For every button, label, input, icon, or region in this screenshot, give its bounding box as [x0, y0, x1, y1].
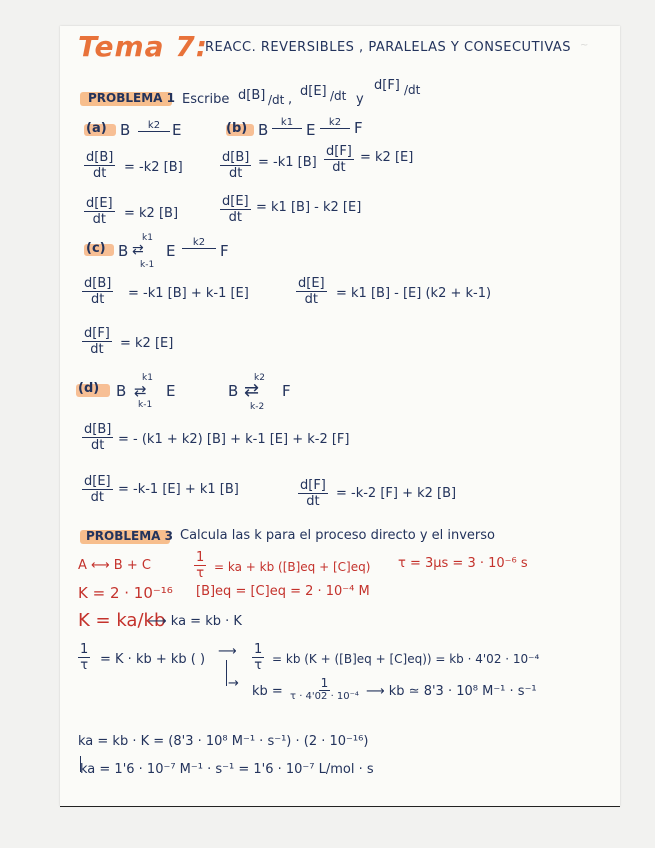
part-c-eq1-num: d[B] [84, 276, 112, 291]
part-c-kb: k-1 [140, 260, 155, 270]
part-b-k2: k2 [328, 117, 342, 128]
part-d-kf1: k1 [142, 373, 153, 383]
part-d-equilibrium-arrow1: ⇄ [134, 382, 147, 400]
problem1-dt1: /dt [268, 93, 285, 107]
problem3-tau-frac [194, 550, 206, 581]
problem1-label: PROBLEMA 1 [88, 91, 175, 105]
part-a-eq2-frac [84, 196, 115, 227]
part-b-k1: k1 [280, 117, 294, 128]
part-c-eq2-rhs: = k1 [B] - [E] (k2 + k-1) [336, 286, 492, 301]
part-d-eq3-den: dt [306, 494, 320, 509]
bleed-through-mark: ~ [580, 40, 589, 51]
problem3-K-def: K = ka/kb [78, 610, 166, 631]
problem3-K-value: K = 2 · 10⁻¹⁶ [78, 584, 173, 602]
part-d-eq1-num: d[B] [84, 422, 112, 437]
part-c-eq1-den: dt [90, 292, 105, 307]
problem3-step2-frac [252, 642, 264, 673]
problem3-step2-num: 1 [254, 642, 263, 657]
part-a-product: E [172, 121, 182, 139]
part-a-eq2-num: d[E] [86, 196, 113, 211]
problem1-dt2: /dt [330, 89, 347, 103]
problem1-y: y [356, 92, 364, 107]
part-d-equilibrium-arrow2: ⇄ [244, 380, 258, 401]
part-b-eq2-den: dt [332, 160, 346, 175]
part-a-k: k2 [147, 120, 161, 131]
part-d-r1: B [116, 382, 127, 400]
part-b-eq1-num: d[B] [222, 150, 250, 165]
part-b-eq2-num: d[F] [326, 144, 352, 159]
problem3-step1-rhs: = K · kb + kb ( ) [100, 652, 206, 667]
part-d-eq3-num: d[F] [300, 478, 326, 493]
part-d-kb2: k-2 [250, 402, 265, 412]
page-bottom-edge [60, 806, 620, 807]
part-d-eq3-frac [298, 478, 328, 509]
part-c-eq2-den: dt [304, 292, 318, 307]
part-b-r1: B [258, 121, 269, 139]
problem3-branch-arrow: → [228, 676, 239, 691]
part-c-kf: k1 [142, 233, 153, 243]
part-c-eq2-num: d[E] [298, 276, 325, 291]
part-d-kf2: k2 [254, 373, 265, 383]
part-b-eq3-num: d[E] [222, 194, 249, 209]
part-c-eq3-frac [82, 326, 112, 357]
part-a-label: (a) [86, 121, 107, 136]
problem1-intro: Escribe [182, 92, 230, 107]
part-d-eq2-frac [82, 474, 113, 505]
problem3-step1-den: τ [80, 658, 89, 673]
part-c-eq3-num: d[F] [84, 326, 110, 341]
problem3-step2-den: τ [254, 658, 263, 673]
part-a-eq1-num: d[B] [86, 150, 114, 165]
part-c-arrow2 [182, 237, 216, 249]
part-b-eq1-den: dt [228, 166, 243, 181]
part-a-eq1-rhs: = -k2 [B] [124, 160, 183, 175]
part-b-eq3-frac [220, 194, 251, 225]
part-a-reaction: B [120, 121, 131, 139]
problem3-kb-result: ⟶ kb ≃ 8'3 · 10⁸ M⁻¹ · s⁻¹ [366, 684, 537, 699]
part-b-arrow2 [320, 117, 350, 129]
part-c-eq2-frac [296, 276, 327, 307]
problem3-intro: Calcula las k para el proceso directo y el inverso [180, 528, 496, 543]
problem3-tau-rhs: = ka + kb ([B]eq + [C]eq) [214, 560, 371, 574]
problem1-dt3: /dt [404, 83, 421, 97]
part-d-eq2-num: d[E] [84, 474, 111, 489]
part-d-eq1-rhs: = - (k1 + k2) [B] + k-1 [E] + k-2 [F] [118, 432, 350, 447]
part-b-eq2-rhs: = k2 [E] [360, 150, 414, 165]
part-c-k2: k2 [192, 237, 206, 248]
part-d-r3: B [228, 382, 239, 400]
problem3-step3-frac [288, 676, 361, 702]
problem3-step1-frac [78, 642, 90, 673]
part-c-label: (c) [86, 241, 106, 256]
part-c-eq1-rhs: = -k1 [B] + k-1 [E] [128, 286, 249, 301]
problem3-branch-line [226, 660, 227, 686]
part-c-eq3-den: dt [90, 342, 104, 357]
part-c-r3: F [220, 242, 229, 260]
part-a-arrow [138, 120, 170, 132]
problem3-tau-den: τ [196, 566, 205, 581]
problem3-ka-line: ka = kb · K = (8'3 · 10⁸ M⁻¹ · s⁻¹) · (2 · 10⁻¹⁶) [78, 734, 369, 749]
part-b-eq3-den: dt [228, 210, 242, 225]
problem3-ka-result: ka = 1'6 · 10⁻⁷ M⁻¹ · s⁻¹ = 1'6 · 10⁻⁷ L/mol · s [80, 762, 374, 777]
part-d-label: (d) [78, 381, 100, 396]
part-b-eq1-rhs: = -k1 [B] [258, 155, 317, 170]
part-c-eq3-rhs: = k2 [E] [120, 336, 174, 351]
part-b-eq3-rhs: = k1 [B] - k2 [E] [256, 200, 362, 215]
problem3-label: PROBLEMA 3 [86, 529, 173, 543]
part-d-r4: F [282, 382, 291, 400]
part-b-arrow1 [272, 117, 302, 129]
part-d-eq2-den: dt [90, 490, 104, 505]
problem1-comma: , [288, 92, 293, 107]
problem3-step-arrow-right: ⟶ [218, 644, 237, 659]
problem3-step2-rhs: = kb (K + ([B]eq + [C]eq)) = kb · 4'02 · 10⁻⁴ [272, 652, 540, 666]
part-b-label: (b) [226, 121, 248, 136]
part-d-eq2-rhs: = -k-1 [E] + k1 [B] [118, 482, 239, 497]
part-b-r3: F [354, 119, 363, 137]
problem3-concentration: [B]eq = [C]eq = 2 · 10⁻⁴ M [196, 584, 370, 599]
problem3-reaction: A ⟷ B + C [78, 558, 151, 573]
part-a-eq2-den: dt [92, 212, 106, 227]
part-d-kb1: k-1 [138, 400, 153, 410]
problem3-tau-value: τ = 3μs = 3 · 10⁻⁶ s [398, 556, 528, 571]
part-a-eq2-rhs: = k2 [B] [124, 206, 179, 221]
problem3-step1-num: 1 [80, 642, 89, 657]
part-a-eq1-frac [84, 150, 115, 181]
part-c-eq1-frac [82, 276, 113, 307]
problem1-dB: d[B] [238, 88, 266, 103]
part-d-r2: E [166, 382, 176, 400]
part-d-eq3-rhs: = -k-2 [F] + k2 [B] [336, 486, 457, 501]
part-d-eq1-frac [82, 422, 113, 453]
part-c-r1: B [118, 242, 129, 260]
problem3-step3-num: 1 [320, 676, 329, 690]
part-b-eq1-frac [220, 150, 251, 181]
part-c-r2: E [166, 242, 176, 260]
problem1-dE: d[E] [300, 84, 327, 99]
part-b-r2: E [306, 121, 316, 139]
part-d-eq1-den: dt [90, 438, 105, 453]
problem3-tau-num: 1 [196, 550, 205, 565]
part-a-eq1-den: dt [92, 166, 107, 181]
problem3-step3-lhs: kb = [252, 684, 283, 699]
page-title: Tema 7: [78, 30, 208, 63]
part-b-eq2-frac [324, 144, 354, 175]
part-c-equilibrium-arrow: ⇄ [132, 242, 144, 258]
problem1-dF: d[F] [374, 78, 400, 93]
problem3-step3-den: τ · 4'02 · 10⁻⁴ [290, 691, 359, 702]
page-subtitle: REACC. REVERSIBLES , PARALELAS Y CONSECUTIVAS [205, 40, 572, 55]
problem3-K-rearranged: ⟶ ka = kb · K [148, 614, 242, 629]
